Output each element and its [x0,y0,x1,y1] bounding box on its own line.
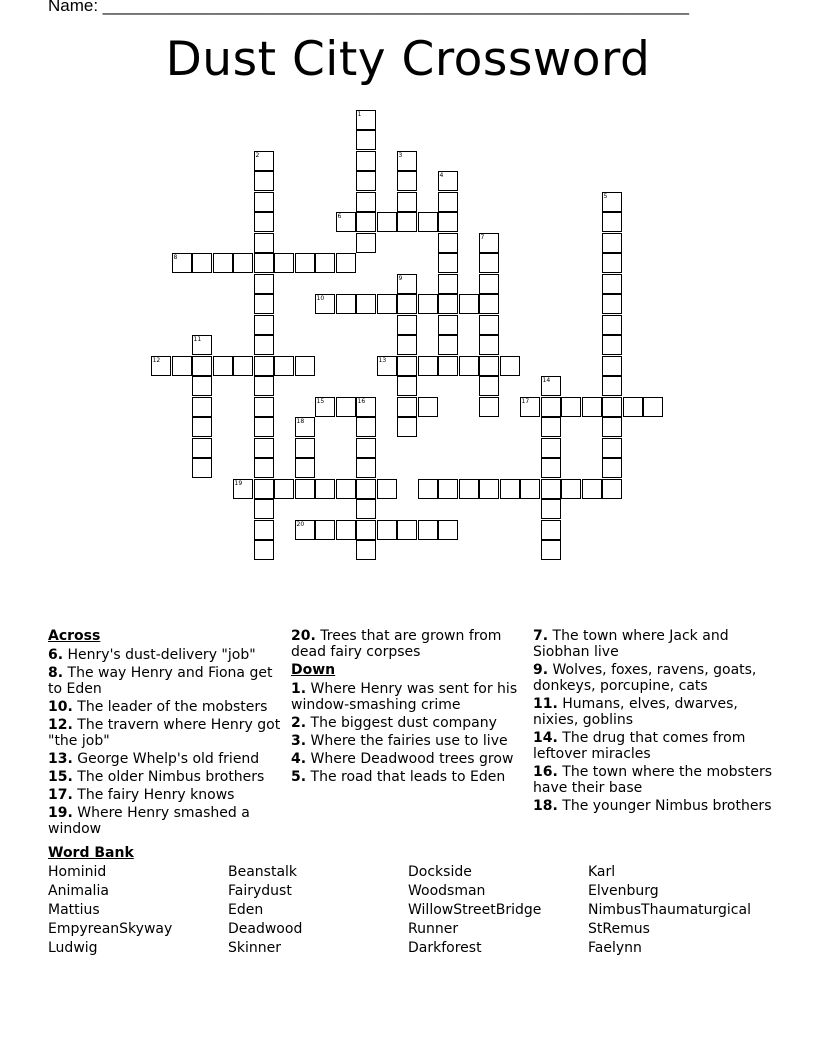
crossword-cell[interactable] [397,417,417,437]
clue-down-1: 1. Where Henry was sent for his window-smashing crime [291,681,518,713]
crossword-cell[interactable] [356,540,376,560]
crossword-cell[interactable] [438,253,458,273]
crossword-cell[interactable] [377,520,397,540]
crossword-cell[interactable] [192,356,212,376]
word-bank-item: Eden [228,902,264,918]
crossword-cell[interactable] [479,479,499,499]
clue-number: 11 [193,335,202,343]
crossword-cell[interactable] [377,479,397,499]
crossword-cell-15[interactable] [315,397,335,417]
word-bank-column-1 [48,863,172,958]
crossword-cell-5[interactable] [602,192,622,212]
clue-number: 1 [357,110,362,118]
crossword-cell[interactable] [479,274,499,294]
crossword-cell[interactable] [192,376,212,396]
crossword-cell[interactable] [438,356,458,376]
clue-number: 10 [316,294,325,302]
clue-across-15: 15. The older Nimbus brothers [48,769,265,785]
crossword-cell[interactable] [356,499,376,519]
clue-number: 6 [337,212,342,220]
word-bank-item: Elvenburg [588,883,659,899]
clue-number: 2 [255,151,260,159]
crossword-cell[interactable] [254,479,274,499]
crossword-cell[interactable] [254,438,274,458]
crossword-cell[interactable] [377,212,397,232]
crossword-cell-3[interactable] [397,151,417,171]
crossword-cell[interactable] [254,171,274,191]
crossword-cell-12[interactable] [151,356,171,376]
crossword-cell[interactable] [397,335,417,355]
word-bank-heading: Word Bank [48,845,134,861]
clue-number: 20 [296,520,305,528]
word-bank-item: Mattius [48,902,100,918]
crossword-cell[interactable] [602,335,622,355]
crossword-cell-17[interactable] [520,397,540,417]
crossword-cell-8[interactable] [172,253,192,273]
clue-number: 9 [398,274,403,282]
crossword-cell[interactable] [541,540,561,560]
crossword-cell[interactable] [438,479,458,499]
crossword-cell[interactable] [602,315,622,335]
crossword-cell[interactable] [254,417,274,437]
crossword-cell[interactable] [418,294,438,314]
word-bank-item: Runner [408,921,459,937]
crossword-cell[interactable] [438,233,458,253]
crossword-cell-6[interactable] [336,212,356,232]
crossword-cell[interactable] [438,212,458,232]
clue-down-5: 5. The road that leads to Eden [291,769,506,785]
crossword-cell-1[interactable] [356,110,376,130]
crossword-cell[interactable] [602,479,622,499]
word-bank-item: Faelynn [588,940,642,956]
crossword-cell[interactable] [602,376,622,396]
crossword-cell[interactable] [233,356,253,376]
crossword-cell[interactable] [397,397,417,417]
word-bank-item: Beanstalk [228,864,298,880]
crossword-cell[interactable] [336,479,356,499]
crossword-cell[interactable] [233,253,253,273]
crossword-cell[interactable] [397,192,417,212]
clue-down-18: 18. The younger Nimbus brothers [533,798,772,814]
crossword-cell[interactable] [295,253,315,273]
word-bank-item: Hominid [48,864,107,880]
crossword-cell[interactable] [172,356,192,376]
crossword-cell[interactable] [541,397,561,417]
crossword-cell[interactable] [192,253,212,273]
crossword-cell[interactable] [336,397,356,417]
crossword-cell[interactable] [295,458,315,478]
clue-number: 7 [480,233,485,241]
crossword-cell[interactable] [254,335,274,355]
clue-number: 19 [234,479,243,487]
clue-number: 12 [152,356,161,364]
crossword-cell[interactable] [561,479,581,499]
crossword-cell[interactable] [315,520,335,540]
clue-down-9: 9. Wolves, foxes, ravens, goats, donkeys, porcupine, cats [533,662,757,694]
crossword-cell[interactable] [438,335,458,355]
page-title: Dust City Crossword [165,32,651,87]
crossword-cell-16[interactable] [356,397,376,417]
crossword-cell[interactable] [254,397,274,417]
word-bank-item: Deadwood [228,921,303,937]
crossword-cell-18[interactable] [295,417,315,437]
crossword-cell[interactable] [541,499,561,519]
word-bank-item: Fairydust [228,883,292,899]
crossword-cell[interactable] [418,479,438,499]
clue-across-13: 13. George Whelp's old friend [48,751,260,767]
clue-number: 8 [173,253,178,261]
crossword-cell[interactable] [459,356,479,376]
crossword-cell[interactable] [541,479,561,499]
word-bank-column-3 [408,863,541,958]
crossword-cell[interactable] [479,335,499,355]
clue-across-8: 8. The way Henry and Fiona get to Eden [48,665,273,697]
crossword-cell[interactable] [479,356,499,376]
clue-number: 15 [316,397,325,405]
crossword-cell[interactable] [356,171,376,191]
word-bank-item: NimbusThaumaturgical [588,902,751,918]
crossword-cell[interactable] [582,479,602,499]
clues-column-2 [291,628,531,787]
crossword-cell[interactable] [254,212,274,232]
crossword-cell[interactable] [397,212,417,232]
clue-across-20: 20. Trees that are grown from dead fairy corpses [291,628,502,660]
crossword-cell[interactable] [602,458,622,478]
across-heading: Across [48,628,101,644]
crossword-cell[interactable] [356,212,376,232]
crossword-cell[interactable] [602,417,622,437]
crossword-cell[interactable] [418,356,438,376]
crossword-cell[interactable] [356,294,376,314]
crossword-cell[interactable] [459,294,479,314]
crossword-cell[interactable] [397,294,417,314]
crossword-cell[interactable] [274,356,294,376]
crossword-cell[interactable] [356,458,376,478]
word-bank-item: StRemus [588,921,650,937]
word-bank-column-2 [228,863,302,958]
crossword-cell[interactable] [254,253,274,273]
clue-down-16: 16. The town where the mobsters have their base [533,764,772,796]
crossword-cell[interactable] [336,294,356,314]
down-heading: Down [291,662,336,678]
crossword-cell[interactable] [602,233,622,253]
crossword-cell[interactable] [356,192,376,212]
crossword-cell[interactable] [418,212,438,232]
clue-number: 13 [378,356,387,364]
crossword-cell-19[interactable] [233,479,253,499]
crossword-cell[interactable] [254,458,274,478]
clue-across-6: 6. Henry's dust-delivery "job" [48,647,256,663]
crossword-cell[interactable] [254,376,274,396]
crossword-cell[interactable] [602,294,622,314]
crossword-cell[interactable] [315,479,335,499]
crossword-cell[interactable] [438,274,458,294]
crossword-cell-9[interactable] [397,274,417,294]
crossword-cell[interactable] [561,397,581,417]
word-bank-item: EmpyreanSkyway [48,921,173,937]
clue-across-17: 17. The fairy Henry knows [48,787,235,803]
crossword-cell[interactable] [623,397,643,417]
clue-across-10: 10. The leader of the mobsters [48,699,268,715]
clue-number: 16 [357,397,366,405]
crossword-cell[interactable] [397,356,417,376]
crossword-cell[interactable] [315,253,335,273]
crossword-cell[interactable] [192,458,212,478]
crossword-cell[interactable] [295,479,315,499]
clue-down-14: 14. The drug that comes from leftover miracles [533,730,746,762]
word-bank-column-4 [588,863,751,958]
crossword-cell-7[interactable] [479,233,499,253]
clue-number: 17 [521,397,530,405]
crossword-cell[interactable] [541,520,561,540]
crossword-cell[interactable] [356,233,376,253]
crossword-cell-4[interactable] [438,171,458,191]
crossword-cell[interactable] [295,438,315,458]
clue-across-19: 19. Where Henry smashed a window [48,805,250,837]
crossword-cell[interactable] [213,356,233,376]
crossword-cell[interactable] [500,356,520,376]
crossword-cell[interactable] [541,417,561,437]
word-bank-item: Dockside [408,864,472,880]
crossword-cell[interactable] [438,520,458,540]
crossword-cell[interactable] [520,479,540,499]
crossword-cell[interactable] [274,253,294,273]
crossword-cell[interactable] [479,253,499,273]
crossword-cell[interactable] [602,212,622,232]
crossword-cell[interactable] [602,438,622,458]
crossword-cell[interactable] [356,151,376,171]
crossword-cell[interactable] [192,417,212,437]
crossword-cell[interactable] [356,520,376,540]
word-bank-item: WillowStreetBridge [408,902,542,918]
crossword-cell[interactable] [254,294,274,314]
crossword-cell[interactable] [459,479,479,499]
crossword-cell[interactable] [602,253,622,273]
crossword-cell[interactable] [479,376,499,396]
crossword-cell[interactable] [254,356,274,376]
crossword-cell[interactable] [213,253,233,273]
crossword-cell[interactable] [397,520,417,540]
clue-down-3: 3. Where the fairies use to live [291,733,508,749]
crossword-cell-2[interactable] [254,151,274,171]
crossword-cell[interactable] [643,397,663,417]
clue-down-4: 4. Where Deadwood trees grow [291,751,514,767]
crossword-cell[interactable] [397,376,417,396]
word-bank-item: Animalia [48,883,109,899]
crossword-cell[interactable] [438,315,458,335]
crossword-cell[interactable] [602,397,622,417]
crossword-cell[interactable] [356,479,376,499]
crossword-cell[interactable] [336,520,356,540]
crossword-cell[interactable] [602,274,622,294]
crossword-cell-14[interactable] [541,376,561,396]
clue-down-7: 7. The town where Jack and Siobhan live [533,628,729,660]
crossword-cell[interactable] [602,356,622,376]
clue-number: 3 [398,151,403,159]
crossword-cell[interactable] [541,458,561,478]
crossword-cell[interactable] [254,192,274,212]
crossword-cell[interactable] [356,130,376,150]
clue-across-12: 12. The travern where Henry got "the job" [48,717,281,749]
clue-number: 5 [603,192,608,200]
crossword-cell[interactable] [479,315,499,335]
crossword-cell-20[interactable] [295,520,315,540]
crossword-cell[interactable] [295,356,315,376]
crossword-cell[interactable] [254,520,274,540]
crossword-cell[interactable] [274,479,294,499]
crossword-cell[interactable] [192,397,212,417]
word-bank-item: Karl [588,864,616,880]
word-bank-item: Darkforest [408,940,482,956]
crossword-cell[interactable] [418,397,438,417]
clue-down-11: 11. Humans, elves, dwarves, nixies, goblins [533,696,738,728]
word-bank-item: Ludwig [48,940,98,956]
crossword-cell[interactable] [438,294,458,314]
clue-number: 18 [296,417,305,425]
crossword-cell[interactable] [254,274,274,294]
crossword-cell[interactable] [397,171,417,191]
word-bank-item: Skinner [228,940,281,956]
crossword-cell[interactable] [356,438,376,458]
crossword-cell-13[interactable] [377,356,397,376]
crossword-cell[interactable] [254,540,274,560]
crossword-cell[interactable] [254,499,274,519]
crossword-cell-10[interactable] [315,294,335,314]
clue-number: 4 [439,171,444,179]
crossword-cell[interactable] [438,192,458,212]
crossword-cell[interactable] [479,397,499,417]
crossword-cell[interactable] [192,438,212,458]
crossword-cell[interactable] [356,417,376,437]
crossword-cell[interactable] [254,315,274,335]
crossword-cell[interactable] [541,438,561,458]
name-field[interactable]: Name: ______________________________________________________________ [48,0,689,15]
clues-column-3 [533,628,773,816]
clues-column-1 [48,628,288,839]
crossword-cell[interactable] [397,315,417,335]
crossword-cell[interactable] [418,520,438,540]
crossword-cell[interactable] [582,397,602,417]
word-bank-item: Woodsman [408,883,486,899]
crossword-cell[interactable] [254,233,274,253]
crossword-cell-11[interactable] [192,335,212,355]
crossword-cell[interactable] [479,294,499,314]
crossword-cell[interactable] [377,294,397,314]
clue-number: 14 [542,376,551,384]
clue-down-2: 2. The biggest dust company [291,715,497,731]
crossword-cell[interactable] [500,479,520,499]
crossword-cell[interactable] [336,253,356,273]
